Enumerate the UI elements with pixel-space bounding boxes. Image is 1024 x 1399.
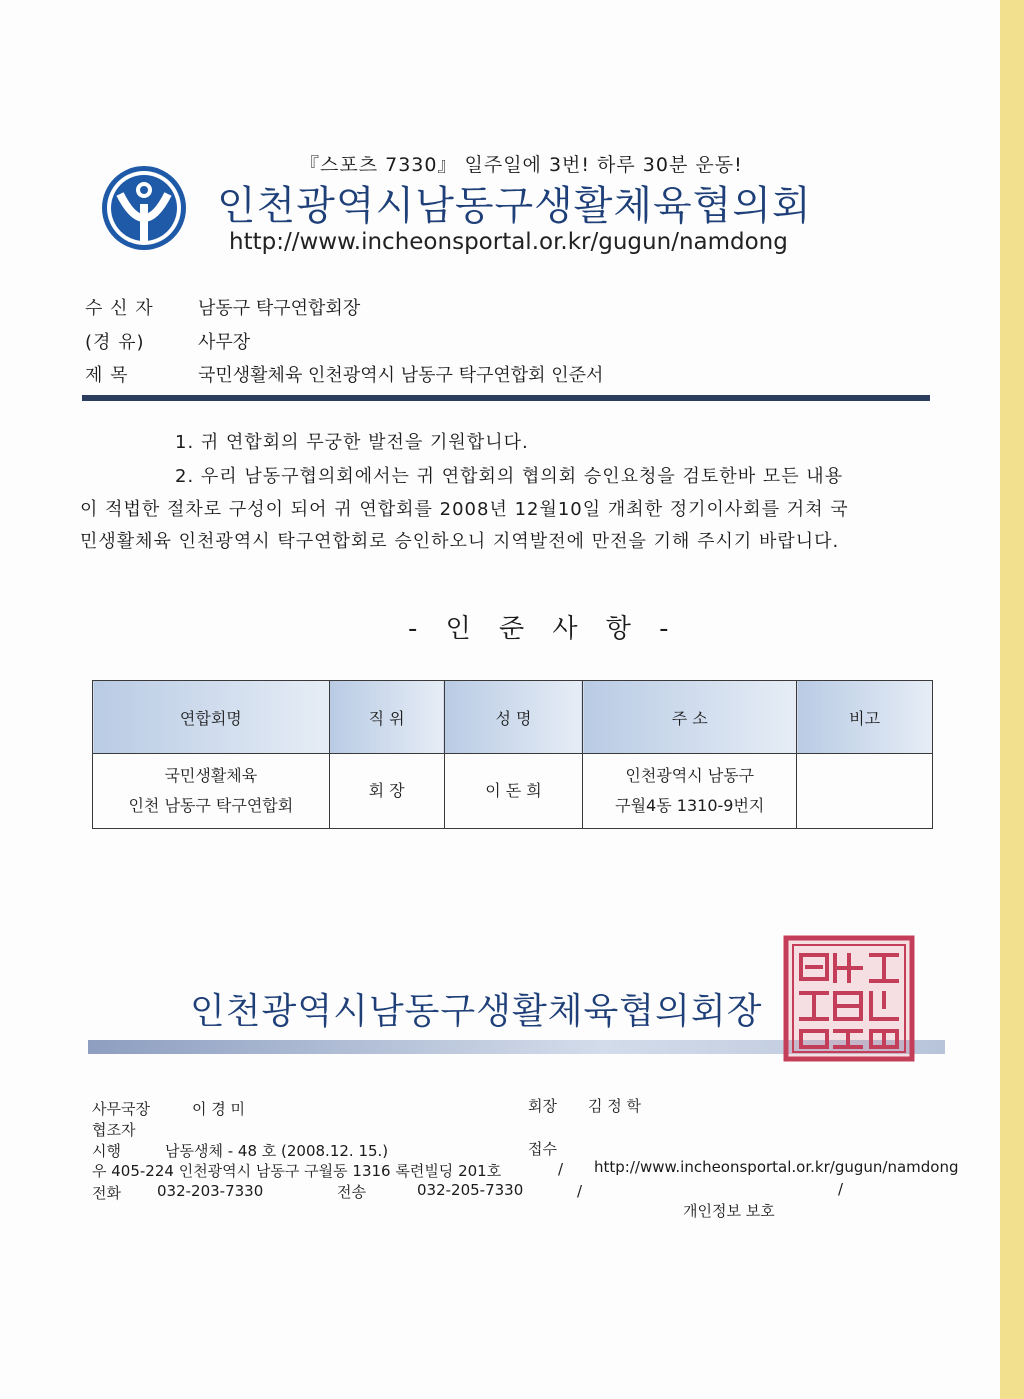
col-header-note: 비고 — [797, 681, 933, 754]
paragraph-1: 1. 귀 연합회의 무궁한 발전을 기원합니다. — [175, 432, 529, 453]
phone-label: 전화 — [92, 1184, 121, 1202]
org-url[interactable]: http://www.incheonsportal.or.kr/gugun/namdong — [229, 229, 788, 255]
fax-label: 전송 — [337, 1183, 366, 1201]
page-edge-strip — [1000, 0, 1024, 1399]
recipient-label: 수 신 자 — [85, 298, 154, 319]
cell-name: 이 돈 희 — [444, 754, 583, 829]
col-header-position: 직 위 — [329, 681, 444, 754]
cell-position: 회 장 — [329, 754, 444, 829]
certification-table — [92, 680, 933, 829]
secretary-label: 사무국장 — [92, 1100, 150, 1118]
address-line-1: 인천광역시 남동구 — [625, 766, 755, 785]
separator: / — [577, 1182, 583, 1200]
fax-number: 032-205-7330 — [417, 1181, 524, 1199]
subject-label: 제 목 — [85, 365, 129, 386]
certification-heading: - 인 준 사 항 - — [408, 614, 679, 644]
secretary-name: 이 경 미 — [192, 1100, 246, 1118]
cell-note — [797, 754, 933, 829]
enforce-value: 남동생체 - 48 호 (2008.12. 15.) — [165, 1142, 389, 1160]
paragraph-2-line-3: 민생활체육 인천광역시 탁구연합회로 승인하오니 지역발전에 만전을 기해 주시기 바랍니다. — [80, 531, 840, 552]
col-header-org: 연합회명 — [93, 681, 330, 754]
separator: / — [838, 1180, 844, 1198]
paragraph-2-line-2: 이 적법한 절차로 구성이 되어 귀 연합회를 2008년 12월10일 개최한 정기이사회를 거쳐 국 — [80, 499, 849, 520]
official-seal-icon — [783, 935, 915, 1062]
table-header-row — [93, 681, 933, 754]
cell-address — [583, 754, 797, 829]
slogan: 『스포츠 7330』 일주일에 3번! 하루 30분 운동! — [300, 154, 743, 176]
separator: / — [558, 1160, 564, 1178]
association-logo-icon — [100, 164, 188, 252]
postal-address: 우 405-224 인천광역시 남동구 구월동 1316 록련빌딩 201호 — [92, 1162, 502, 1180]
subject-value: 국민생활체육 인천광역시 남동구 탁구연합회 인준서 — [198, 365, 604, 386]
via-label: (경 유) — [85, 332, 145, 353]
col-header-name: 성 명 — [444, 681, 583, 754]
cell-org — [93, 754, 330, 829]
privacy-notice: 개인정보 보호 — [683, 1202, 775, 1220]
signature-title: 인천광역시남동구생활체육협의회장 — [190, 991, 763, 1032]
recipient-value: 남동구 탁구연합회장 — [198, 298, 361, 319]
chairman-label: 회장 — [528, 1097, 557, 1115]
paragraph-2-line-1: 2. 우리 남동구협의회에서는 귀 연합회의 협의회 승인요청을 검토한바 모든 내용 — [175, 466, 844, 487]
org-line-2: 인천 남동구 탁구연합회 — [128, 796, 294, 815]
table-row — [93, 754, 933, 829]
org-title: 인천광역시남동구생활체육협의회 — [217, 183, 812, 229]
col-header-address: 주 소 — [583, 681, 797, 754]
chairman-name: 김 정 학 — [588, 1097, 642, 1115]
enforce-label: 시행 — [92, 1142, 121, 1160]
header-divider — [82, 395, 930, 401]
footer-url[interactable]: http://www.incheonsportal.or.kr/gugun/namdong — [594, 1158, 959, 1176]
cooperator-label: 협조자 — [92, 1121, 136, 1139]
phone-number: 032-203-7330 — [157, 1182, 264, 1200]
address-line-2: 구월4동 1310-9번지 — [615, 796, 765, 815]
via-value: 사무장 — [198, 332, 251, 353]
receipt-label: 접수 — [528, 1140, 557, 1158]
org-line-1: 국민생활체육 — [164, 766, 258, 785]
